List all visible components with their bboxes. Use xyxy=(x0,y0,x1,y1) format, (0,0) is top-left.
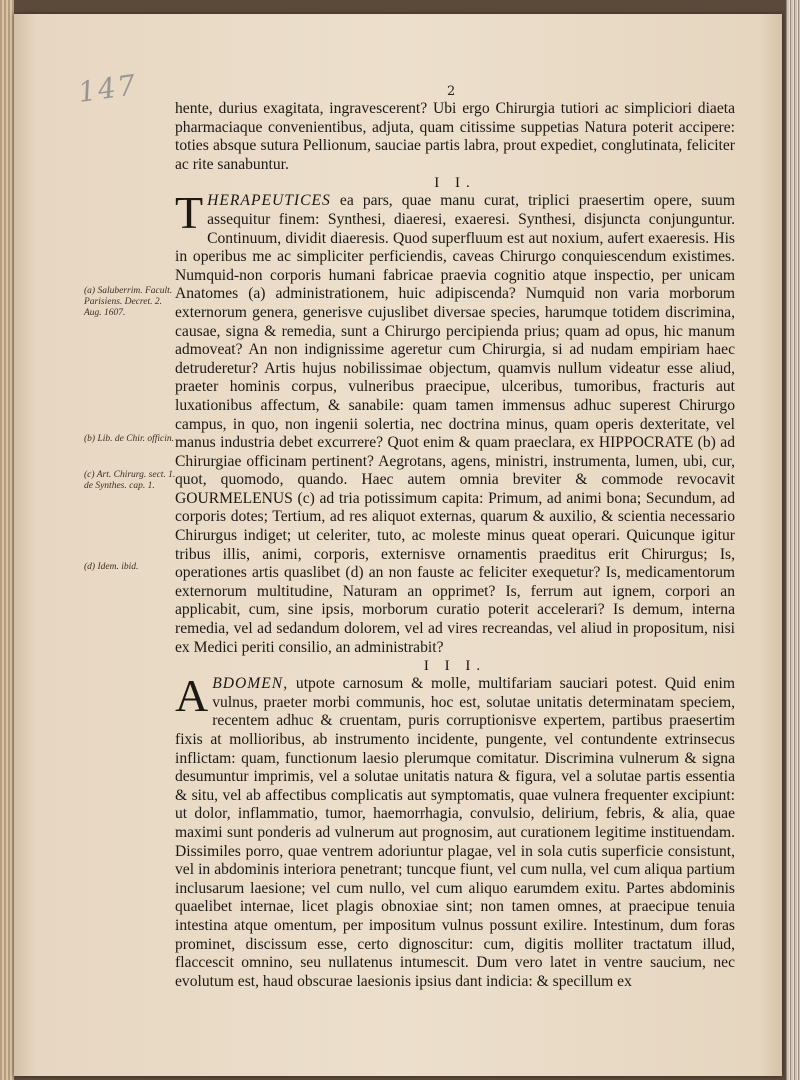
marginal-note-b: (b) Lib. de Chir. officin. xyxy=(84,434,174,444)
section-3-text: utpote carnosum & molle, multifariam sauciari potest. Quid enim vulnus, praeter morbi communis, hoc est, solutae unitatis determinatam speciem, recentem adhuc & cruentam, puris corruptionisve expertem, partibus praesertim fixis at mollioribus, ab instrumento incidente, pungente, vel contundente extrinsecus inflictam: quam, functionum laesio plerumque comitatur. Discrimina vulnerum & signa desumuntur imprimis, vel a solutae unitatis natura & figura, vel a solutae partis essentia & situ, vel ab affectibus complicatis aut symptomatis, quae vulnera frequenter excipiunt: ut dolor, inflammatio, tumor, haemorrhagia, convulsio, delirium, febris, & alia, quae maximi sunt ponderis ad vulnerum aut prognosim, aut curationem legitime instituendam. Dissimiles porro, quae ventrem adoriuntur plagae, vel in sola cutis superficie consistunt, vel in abdominis interiora penetrant; tuncque fiunt, vel cum nulla, vel cum aliqua partium inclusarum laesione; vel cum nullo, vel cum aliquo earumdem exitu. Partes abdominis quaelibet internae, licet plagis obnoxiae sint; non tamen omnes, at praecipue tenuia intestina atque omentum, per impositum vulnus possunt exilire. Intestinum, dum foras prominet, discissum esse, certo dignoscitur: cum, digitis molliter tractatum illud, flaccescit omnino, seu nullatenus intumescit. Dum vero latet in ventre saucium, nec evolutum est, haud obscurae laesionis ipsius dant indicia: & specillum ex xyxy=(175,675,735,990)
opening-paragraph: hente, durius exagitata, ingravescerent? Ubi ergo Chirurgia tutiori ac simpliciori diaeta pharmaciaque convenientibus, adjuta, quam citissime suppetias Natura poterit accipere: toties absque sutura Pellionum, sauciae partis labra, prout expediet, conglutinata, feliciter ac rite sanabuntur. xyxy=(175,100,735,173)
section-heading-3: I I I. xyxy=(423,658,487,675)
section-2-paragraph xyxy=(175,187,735,657)
main-text xyxy=(175,100,735,991)
section-3-lead: BDOMEN, xyxy=(212,675,289,693)
marginal-note-a: (a) Saluberrim. Facult. Parisiens. Decret. 2. Aug. 1607. xyxy=(84,286,173,318)
drop-cap-t: T xyxy=(175,187,204,239)
marginal-note-c: (c) Art. Chirurg. sect. 1. de Synthes. cap. 1. xyxy=(84,470,176,491)
handwritten-page-mark: 147 xyxy=(75,68,140,109)
section-2-lead: HERAPEUTICES xyxy=(207,192,331,210)
page-stack-edge xyxy=(786,0,800,1080)
marginal-note-d: (d) Idem. ibid. xyxy=(84,562,139,572)
section-3-paragraph xyxy=(175,670,735,991)
drop-cap-a: A xyxy=(175,670,209,722)
section-heading-2: I I. xyxy=(434,175,476,192)
section-2-text: ea pars, quae manu curat, triplici praesertim opere, suum assequitur finem: Synthesi, diaeresi, exaeresi. Synthesi, disjuncta conjunguntur. Continuum, dividit diaeresis. Quod superfluum est aut noxium, aufert exaeresis. His in operibus me ac simpliciter perficiendis, caveas Chirurgo conquiescendum existimes. Numquid-non corporis humani fabricae praevia cognitio atque inspectio, per unicam Anatomes (a) administrationem, huic adipiscenda? Numquid non varia morborum externorum genera, generisve cujuslibet diversae species, harumque totidem discrimina, causae, signa & remedia, sunt a Chirurgo percipienda prius; quam ad opus, hic manum admoveat? An non indignissime ageretur cum Chirurgia, si ad nudam empiriam haec detruderetur? Artis hujus nobilissimae objectum, quamvis nullum videatur esse aliud, praeter hominis corpus, vulneribus praecipue, ulceribus, tumoribus, fracturis aut luxationibus affectum, & sanabile: quam tamen immensus adhuc superest Chirurgo campus, in quo, non ingenii solertia, nec doctrina minus, quam operis dexteritate, vel manus industria debet excurrere? Quot enim & quam praeclara, ex HIPPOCRATE (b) ad Chirurgiae officinam pertinent? Aegrotans, agens, ministri, instrumenta, lumen, ubi, cur, quot, quomodo, quando. Haec autem omnia breviter & commode revocavit GOURMELENUS (c) ad tria potissimum capita: Primum, ad animi bona; Secundum, ad corporis dotes; Tertium, ad res aliquot externas, quarum & auxilio, & scientia necessario Chirurgus indiget; ut celeriter, tuto, ac moleste minus queat operari. Quicunque igitur tribus illis, animi, corporis, externisve ornamentis praeditus erit Chirurgus; Is, operationes artis quaslibet (d) an non fauste ac feliciter exequetur? Is, medicamentorum externorum multitudine, Naturam an opprimet? Is, ferrum aut ignem, corpori an applicabit, cum, sine ipsis, morborum curatio poterit accelerari? Is demum, interna remedia, vel ad sedandum dolorem, vel ad vires recreandas, vel aliud in propositum, nisi ex Medici periti consilio, an administrabit? xyxy=(175,192,735,656)
page-left-edge xyxy=(0,0,14,1080)
page-number: 2 xyxy=(447,84,456,99)
